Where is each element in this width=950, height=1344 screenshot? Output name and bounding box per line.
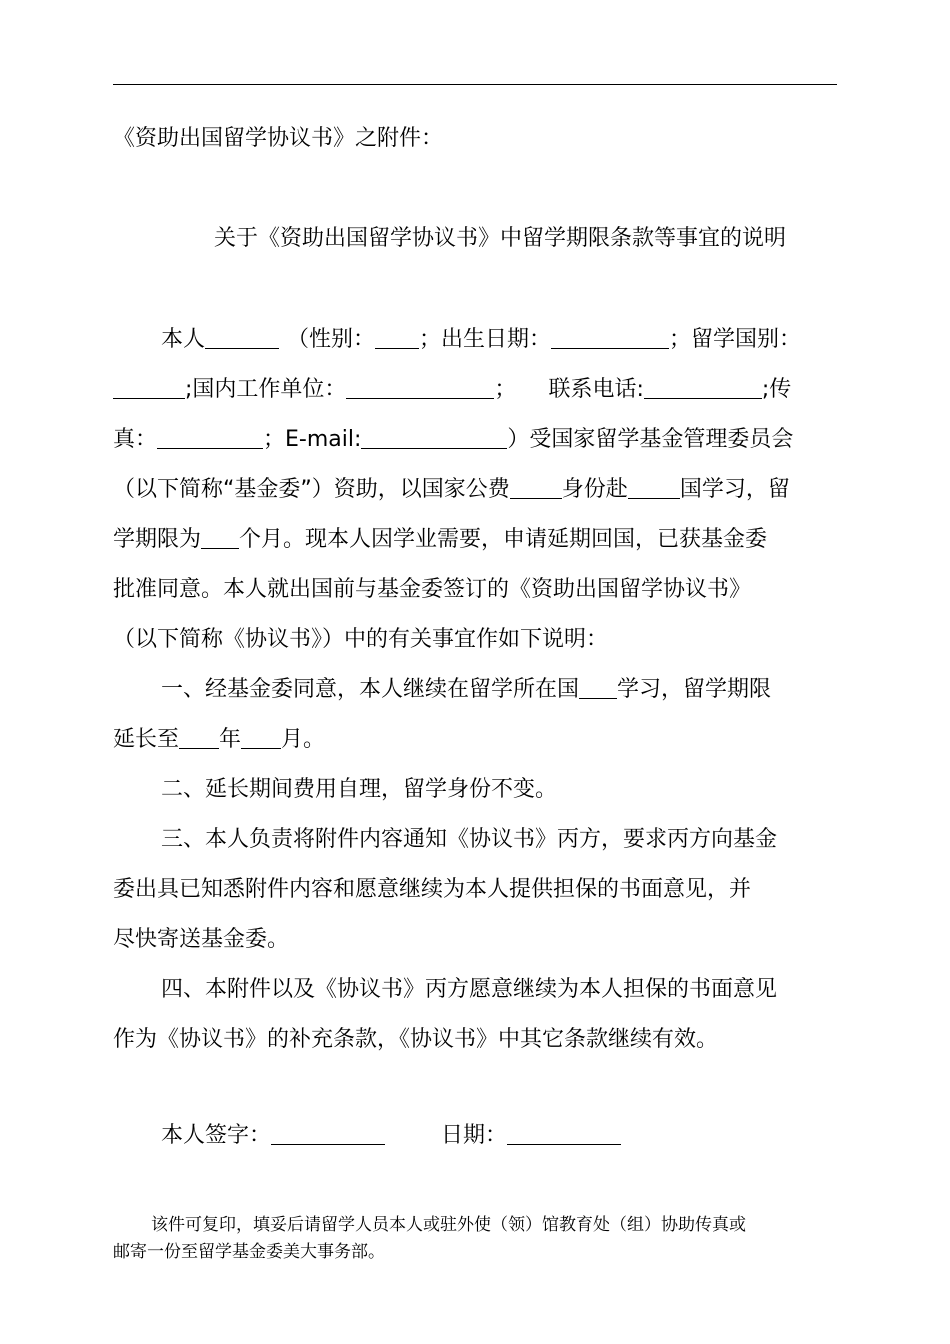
intro-line-1 (113, 315, 837, 365)
footnote-line-2: 邮寄一份至留学基金委美大事务部。 (113, 1242, 385, 1262)
item-3-line-3: 尽快寄送基金委。 (113, 927, 290, 952)
item-text: 学习，留学期限 (617, 677, 772, 702)
fax-blank[interactable] (157, 426, 263, 449)
item-text: 年 (219, 727, 242, 752)
intro-text: ;国内工作单位： (185, 377, 347, 402)
intro-line-2 (113, 365, 837, 415)
intro-text: 本人 (161, 327, 206, 352)
intro-text: ）受国家留学基金管理委员会 (507, 427, 794, 452)
signature-blank[interactable] (271, 1122, 385, 1145)
destination-blank[interactable] (628, 476, 680, 499)
item-4-line-2: 作为《协议书》的补充条款，《协议书》中其它条款继续有效。 (113, 1027, 719, 1052)
item-text: 延长至 (113, 727, 180, 752)
intro-text: ；E-mail: (263, 427, 362, 452)
signature-label: 本人签字： (161, 1123, 272, 1148)
item-text: 一、经基金委同意，本人继续在留学所在国 (161, 677, 580, 702)
intro-text: 国学习，留 (679, 477, 790, 502)
gender-blank[interactable] (375, 326, 419, 349)
intro-line-7: （以下简称《协议书》）中的有关事宜作如下说明： (113, 627, 609, 652)
date-label: 日期： (441, 1123, 508, 1148)
intro-line-5 (113, 515, 837, 565)
birthdate-blank[interactable] (551, 326, 669, 349)
item-1-line-1 (113, 665, 837, 715)
intro-text: ； (494, 377, 517, 402)
intro-line-3 (113, 415, 837, 465)
item-3-line-2: 委出具已知悉附件内容和愿意继续为本人提供担保的书面意见，并 (113, 877, 752, 902)
item-text: 月。 (281, 727, 326, 752)
months-blank[interactable] (201, 526, 239, 549)
intro-text: （以下简称“基金委”）资助，以国家公费 (113, 477, 510, 502)
item-3-line-1: 三、本人负责将附件内容通知《协议书》丙方，要求丙方向基金 (161, 827, 778, 852)
email-blank[interactable] (361, 426, 507, 449)
intro-text: ；出生日期： (419, 327, 552, 352)
item-4-line-1: 四、本附件以及《协议书》丙方愿意继续为本人担保的书面意见 (161, 977, 778, 1002)
attachment-title: 《资助出国留学协议书》之附件： (113, 126, 444, 151)
intro-text: 联系电话: (548, 377, 644, 402)
footnote (113, 1212, 837, 1266)
intro-line-4 (113, 465, 837, 515)
study-country-blank[interactable] (579, 676, 617, 699)
intro-text: 个月。现本人因学业需要，申请延期回国，已获基金委 (239, 527, 768, 552)
intro-text: ；留学国别： (669, 327, 802, 352)
intro-text: ;传 (761, 377, 792, 402)
item-2: 二、延长期间费用自理，留学身份不变。 (161, 777, 558, 802)
date-blank[interactable] (507, 1122, 621, 1145)
statement-body (113, 315, 837, 1065)
intro-text: 身份赴 (561, 477, 628, 502)
signature-row (161, 1116, 621, 1156)
footnote-line-1: 该件可复印，填妥后请留学人员本人或驻外使（领）馆教育处（组）协助传真或 (151, 1215, 746, 1235)
item-1-line-2 (113, 715, 837, 765)
name-blank[interactable] (205, 326, 279, 349)
intro-text: （性别： (287, 327, 376, 352)
extend-year-blank[interactable] (179, 726, 219, 749)
extend-month-blank[interactable] (241, 726, 281, 749)
intro-text: 学期限为 (113, 527, 202, 552)
phone-blank[interactable] (644, 376, 762, 399)
header-rule (113, 84, 837, 85)
country-blank[interactable] (113, 376, 185, 399)
intro-text: 真： (113, 427, 158, 452)
document-title: 关于《资助出国留学协议书》中留学期限条款等事宜的说明 (213, 226, 786, 251)
intro-line-6: 批准同意。本人就出国前与基金委签订的《资助出国留学协议书》 (113, 577, 752, 602)
employer-blank[interactable] (346, 376, 494, 399)
status-blank[interactable] (510, 476, 562, 499)
